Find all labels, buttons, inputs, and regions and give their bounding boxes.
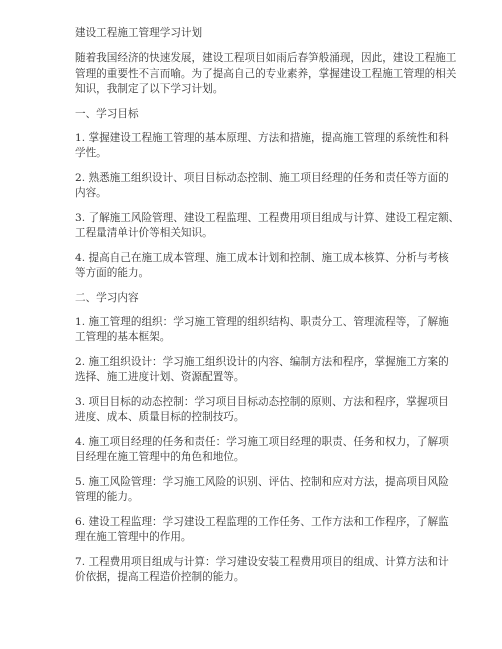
content-item bbox=[75, 315, 449, 346]
goal-item-line: 4. 提高自己在施工成本管理、施工成本计划和控制、施工成本核算、分析与考核 bbox=[75, 251, 449, 264]
goal-item-line: 学性。 bbox=[75, 147, 107, 159]
section-heading-goals: 一、学习目标 bbox=[75, 107, 139, 120]
content-item-line: 理在施工管理中的作用。 bbox=[75, 531, 192, 543]
content-item-line: 6. 建设工程监理：学习建设工程监理的工作任务、工作方法和工作程序，了解监 bbox=[75, 515, 449, 528]
content-item-line: 3. 项目目标的动态控制：学习项目目标动态控制的原则、方法和程序，掌握项目 bbox=[75, 395, 449, 408]
content-item bbox=[75, 555, 449, 586]
goal-item-line: 3. 了解施工风险管理、建设工程监理、工程费用项目组成与计算、建设工程定额、 bbox=[75, 211, 460, 224]
goal-item-line: 内容。 bbox=[75, 187, 107, 199]
goal-item bbox=[75, 211, 460, 242]
content-item-line: 选择、施工进度计划、资源配置等。 bbox=[75, 371, 245, 383]
goal-item-line: 等方面的能力。 bbox=[75, 267, 150, 279]
content-item-line: 管理的能力。 bbox=[75, 491, 139, 503]
content-item-line: 1. 施工管理的组织：学习施工管理的组织结构、职责分工、管理流程等，了解施 bbox=[75, 315, 449, 328]
document-title: 建设工程施工管理学习计划 bbox=[75, 27, 203, 39]
content-item-line: 7. 工程费用项目组成与计算：学习建设安装工程费用项目的组成、计算方法和计 bbox=[75, 555, 449, 568]
intro-line: 管理的重要性不言而喻。为了提高自己的专业素养，掌握建设工程施工管理的相关 bbox=[75, 67, 457, 80]
section-heading-content: 二、学习内容 bbox=[75, 291, 139, 304]
content-item bbox=[75, 515, 449, 546]
content-item bbox=[75, 475, 449, 506]
goal-item bbox=[75, 171, 449, 202]
intro-paragraph bbox=[75, 51, 457, 98]
content-item-line: 进度、成本、质量目标的控制技巧。 bbox=[75, 411, 245, 423]
goal-item-line: 2. 熟悉施工组织设计、项目目标动态控制、施工项目经理的任务和责任等方面的 bbox=[75, 171, 449, 184]
goal-item bbox=[75, 251, 449, 282]
content-item-line: 5. 施工风险管理：学习施工风险的识别、评估、控制和应对方法，提高项目风险 bbox=[75, 475, 449, 488]
intro-line: 随着我国经济的快速发展，建设工程项目如雨后春笋般涌现，因此，建设工程施工 bbox=[75, 52, 457, 64]
content-item bbox=[75, 435, 449, 466]
content-item-line: 4. 施工项目经理的任务和责任：学习施工项目经理的职责、任务和权力，了解项 bbox=[75, 435, 449, 448]
content-item-line: 工管理的基本框架。 bbox=[75, 331, 171, 343]
goal-item-line: 1. 掌握建设工程施工管理的基本原理、方法和措施，提高施工管理的系统性和科 bbox=[75, 131, 449, 144]
intro-line: 知识，我制定了以下学习计划。 bbox=[75, 83, 224, 95]
goal-item bbox=[75, 131, 449, 162]
content-item-line: 目经理在施工管理中的角色和地位。 bbox=[75, 451, 245, 463]
content-item bbox=[75, 395, 449, 426]
content-item-line: 价依据，提高工程造价控制的能力。 bbox=[75, 571, 245, 583]
content-item bbox=[75, 355, 449, 386]
document-body bbox=[75, 26, 460, 595]
goal-item-line: 工程量清单计价等相关知识。 bbox=[75, 227, 213, 239]
content-item-line: 2. 施工组织设计：学习施工组织设计的内容、编制方法和程序，掌握施工方案的 bbox=[75, 355, 449, 368]
